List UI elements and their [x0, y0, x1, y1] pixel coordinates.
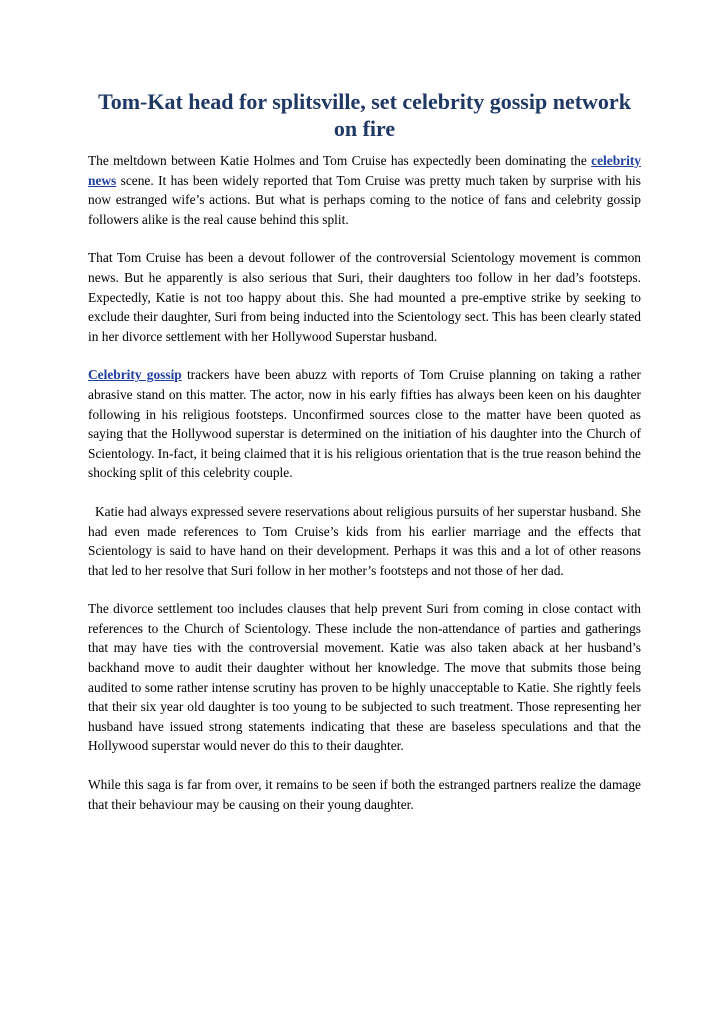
paragraph-2: That Tom Cruise has been a devout follower of the controversial Scientology movement is common news. But he apparently is also serious that Suri, their daughters too follow in her dad’s footsteps. Expectedly, Katie is not too happy about this. She had mounted a pre-emptive strike by seeking to exclude their daughter, Suri from being inducted into the Scientology sect. This has been clearly stated in her divorce settlement with her Hollywood Superstar husband.: [88, 250, 641, 344]
paragraph-4-text: Katie had always expressed severe reservations about religious pursuits of her superstar husband. She had even made references to Tom Cruise’s kids from his earlier marriage and the effects that Scientology is said to have hand on their development. Perhaps it was this and a lot of other reasons that led to her resolve that Suri follow in her mother’s footsteps and not those of her dad.: [88, 503, 641, 578]
paragraph-1: [88, 151, 641, 229]
paragraph-6: While this saga is far from over, it remains to be seen if both the estranged partners realize the damage that their behaviour may be causing on their young daughter.: [88, 777, 641, 812]
article-title: Tom-Kat head for splitsville, set celebrity gossip network on fire: [98, 89, 631, 141]
paragraph-3: [88, 365, 641, 483]
document-page: [88, 88, 641, 833]
paragraph-1-text-before: The meltdown between Katie Holmes and Tom Cruise has expectedly been dominating the: [88, 153, 592, 168]
celebrity-news-link[interactable]: celebrity news: [88, 153, 641, 188]
celebrity-gossip-link[interactable]: Celebrity gossip: [88, 367, 182, 383]
paragraph-3-text-after: trackers have been abuzz with reports of Tom Cruise planning on taking a rather abrasive stand on this matter. The actor, now in his early fifties has always been keen on his daughter following in his religious footsteps. Unconfirmed sources close to the matter have been quoted as saying that the Hollywood superstar is determined on the initiation of his daughter into the Church of Scientology. In-fact, it being claimed that it is his religious orientation that is the true reason behind the shocking split of this celebrity couple.: [88, 367, 642, 481]
paragraph-4: [88, 502, 641, 580]
paragraph-1-text-after: scene. It has been widely reported that Tom Cruise was pretty much taken by surprise with his now estranged wife’s actions. But what is perhaps coming to the notice of fans and celebrity gossip followers alike is the real cause behind this split.: [88, 172, 641, 227]
paragraph-5: The divorce settlement too includes clauses that help prevent Suri from coming in close contact with references to the Church of Scientology. These include the non-attendance of parties and gatherings that may have ties with the controversial movement. Katie was also taken aback at her husband’s backhand move to audit their daughter without her knowledge. The move that submits those being audited to some rather intense scrutiny has proven to be highly unacceptable to Katie. She rightly feels that their six year old daughter is too young to be subjected to such treatment. Those representing her husband have issued strong statements indicating that these are baseless speculations and that the Hollywood superstar would never do this to their daughter.: [88, 601, 641, 754]
